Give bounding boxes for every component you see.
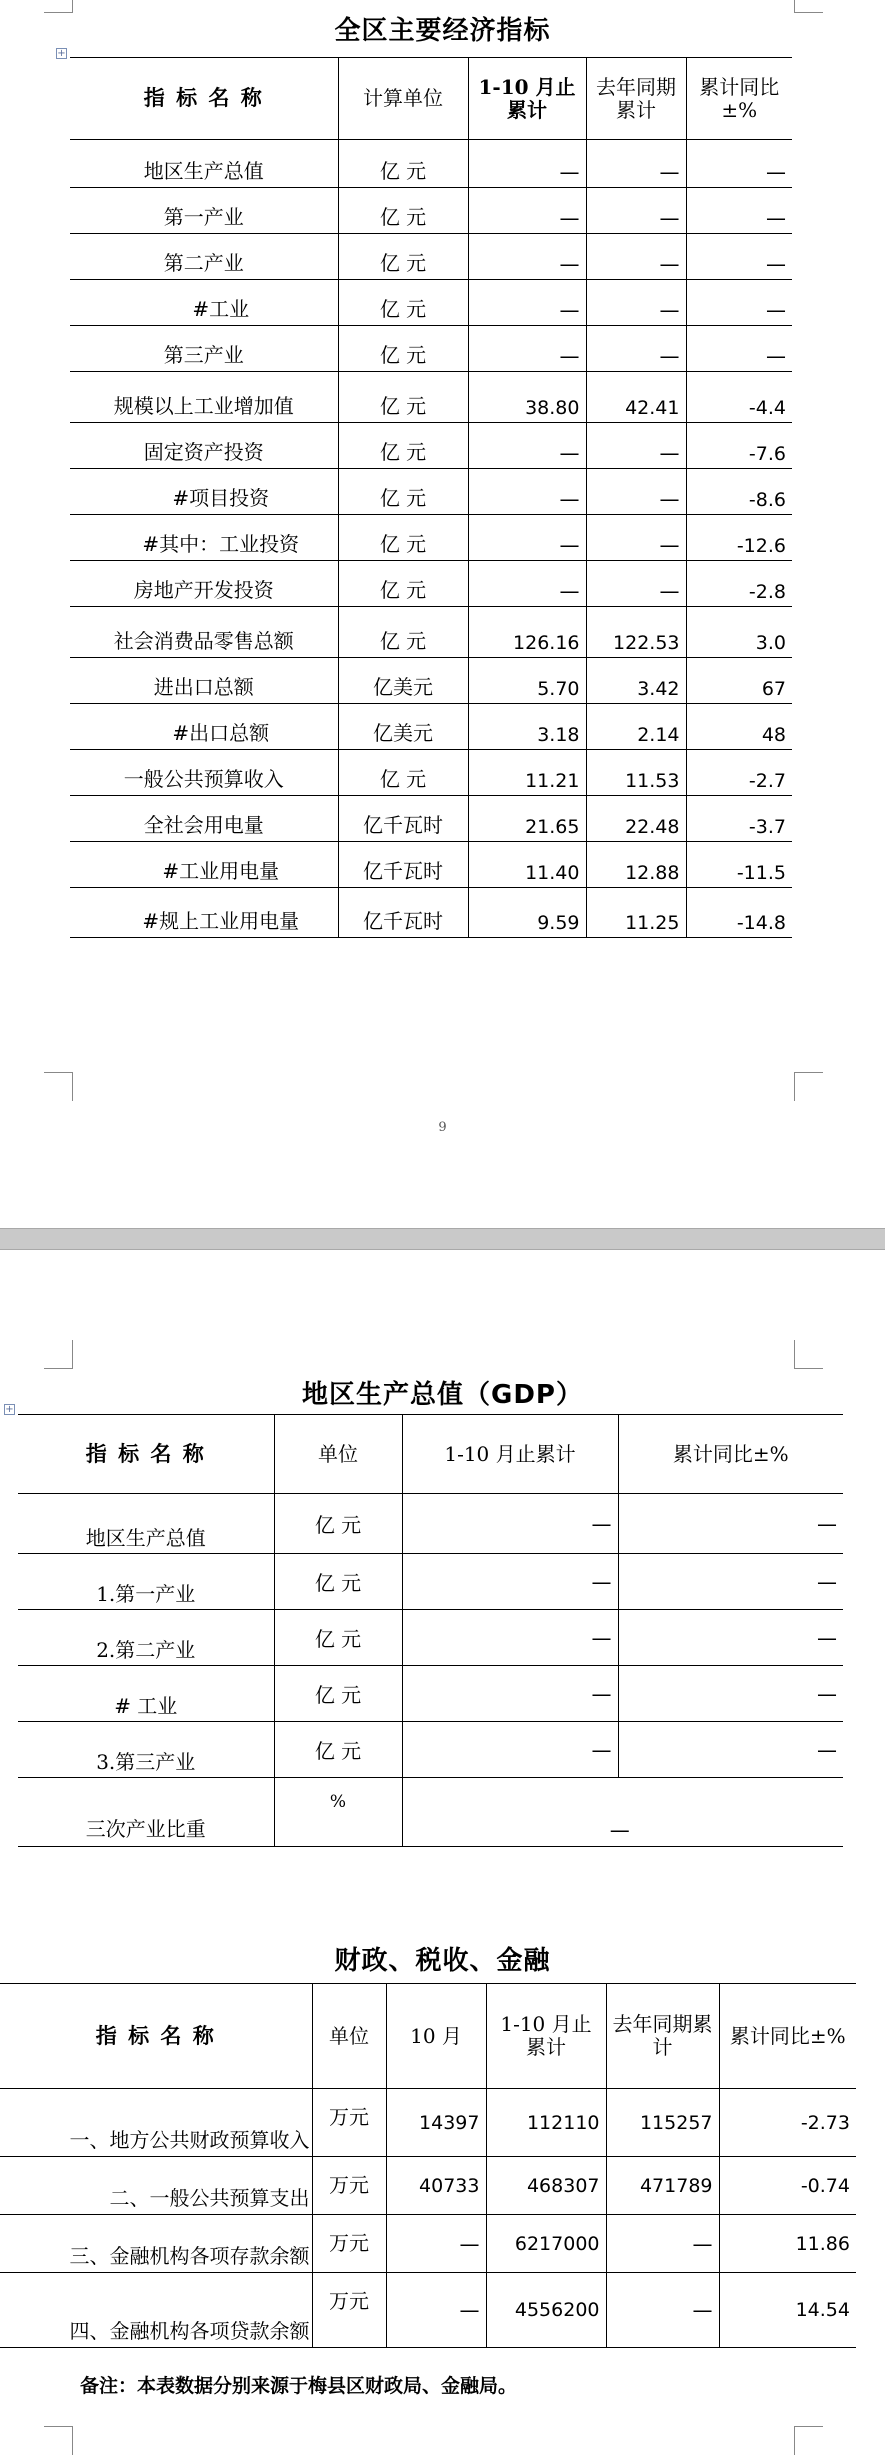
indicator-unit: 亿千瓦时 bbox=[338, 888, 468, 938]
cumulative-value: 112110 bbox=[486, 2089, 606, 2157]
table-row bbox=[0, 2089, 856, 2157]
yoy-value: — bbox=[686, 326, 792, 372]
yoy-value: -2.73 bbox=[719, 2089, 856, 2157]
table-move-handle-icon[interactable]: + bbox=[5, 1404, 14, 1415]
indicator-unit: 亿 元 bbox=[338, 561, 468, 607]
yoy-value: — bbox=[686, 188, 792, 234]
prev-year-value: 22.48 bbox=[586, 796, 686, 842]
finance-title: 财政、税收、金融 bbox=[334, 1946, 551, 1976]
cumulative-value: — bbox=[402, 1494, 618, 1554]
cumulative-value: 126.16 bbox=[468, 607, 586, 658]
page-corner-mark bbox=[44, 1072, 73, 1101]
prev-year-value: — bbox=[586, 423, 686, 469]
ratio-row-name: 三次产业比重 bbox=[18, 1778, 274, 1847]
indicator-name: 地区生产总值 bbox=[18, 1494, 274, 1554]
yoy-value: 11.86 bbox=[719, 2215, 856, 2273]
table-row bbox=[70, 140, 792, 188]
yoy-value: -14.8 bbox=[686, 888, 792, 938]
yoy-value: 14.54 bbox=[719, 2273, 856, 2348]
table-row bbox=[18, 1722, 843, 1778]
yoy-value: 48 bbox=[686, 704, 792, 750]
indicator-name: 一般公共预算收入 bbox=[70, 750, 338, 796]
header-yoy: 累计同比±% bbox=[686, 58, 792, 140]
indicator-unit: 亿 元 bbox=[338, 234, 468, 280]
indicator-unit: 万元 bbox=[312, 2089, 386, 2157]
header-indicator-name: 指 标 名 称 bbox=[70, 58, 338, 140]
table-row bbox=[70, 842, 792, 888]
indicator-name: 规模以上工业增加值 bbox=[70, 372, 338, 423]
yoy-value: — bbox=[618, 1666, 843, 1722]
indicator-unit: 亿 元 bbox=[274, 1666, 402, 1722]
cumulative-value: 468307 bbox=[486, 2157, 606, 2215]
prev-year-value: — bbox=[606, 2215, 719, 2273]
prev-year-value: 115257 bbox=[606, 2089, 719, 2157]
prev-year-value: 11.53 bbox=[586, 750, 686, 796]
indicator-name: #工业用电量 bbox=[70, 842, 338, 888]
table-row bbox=[70, 658, 792, 704]
indicator-name: #项目投资 bbox=[70, 469, 338, 515]
cumulative-value: 3.18 bbox=[468, 704, 586, 750]
page-corner-mark bbox=[44, 2426, 73, 2455]
yoy-value: — bbox=[686, 140, 792, 188]
prev-year-value: 122.53 bbox=[586, 607, 686, 658]
indicator-unit: 亿 元 bbox=[338, 188, 468, 234]
yoy-value: 67 bbox=[686, 658, 792, 704]
cumulative-value: — bbox=[468, 561, 586, 607]
indicator-unit: 亿 元 bbox=[274, 1722, 402, 1778]
yoy-value: — bbox=[618, 1554, 843, 1610]
page-number: 9 bbox=[438, 1120, 447, 1135]
table-row bbox=[0, 2273, 856, 2348]
yoy-value: -2.8 bbox=[686, 561, 792, 607]
prev-year-value: — bbox=[586, 188, 686, 234]
yoy-value: -3.7 bbox=[686, 796, 792, 842]
header-cumulative: 1-10 月止累计 bbox=[468, 58, 586, 140]
header-yoy: 累计同比±% bbox=[719, 1984, 856, 2089]
indicator-name: #规上工业用电量 bbox=[70, 888, 338, 938]
cumulative-value: — bbox=[468, 188, 586, 234]
yoy-value: -11.5 bbox=[686, 842, 792, 888]
indicator-unit: 亿 元 bbox=[338, 140, 468, 188]
document-page-2 bbox=[0, 1250, 885, 2454]
prev-year-value: — bbox=[586, 326, 686, 372]
indicator-unit: 亿 元 bbox=[338, 372, 468, 423]
yoy-value: -7.6 bbox=[686, 423, 792, 469]
cumulative-value: 5.70 bbox=[468, 658, 586, 704]
cumulative-value: 38.80 bbox=[468, 372, 586, 423]
cumulative-value: — bbox=[468, 423, 586, 469]
prev-year-value: 11.25 bbox=[586, 888, 686, 938]
table-row bbox=[70, 515, 792, 561]
indicator-unit: 亿千瓦时 bbox=[338, 842, 468, 888]
indicator-name: 进出口总额 bbox=[70, 658, 338, 704]
table-row bbox=[70, 326, 792, 372]
page-gap bbox=[0, 1228, 885, 1250]
header-indicator-name: 指 标 名 称 bbox=[18, 1415, 274, 1494]
prev-year-value: — bbox=[586, 140, 686, 188]
cumulative-value: — bbox=[468, 469, 586, 515]
main-indicators-title: 全区主要经济指标 bbox=[334, 16, 551, 46]
table-row bbox=[70, 423, 792, 469]
cumulative-value: — bbox=[468, 140, 586, 188]
cumulative-value: 6217000 bbox=[486, 2215, 606, 2273]
indicator-name: # 工业 bbox=[18, 1666, 274, 1722]
prev-year-value: — bbox=[586, 561, 686, 607]
indicator-unit: 万元 bbox=[312, 2273, 386, 2348]
cumulative-value: 11.40 bbox=[468, 842, 586, 888]
table-row bbox=[70, 750, 792, 796]
indicator-unit: 亿 元 bbox=[338, 750, 468, 796]
header-prev-year: 去年同期累计 bbox=[586, 58, 686, 140]
prev-year-value: — bbox=[586, 515, 686, 561]
header-prev-year: 去年同期累计 bbox=[606, 1984, 719, 2089]
table-move-handle-icon[interactable]: + bbox=[57, 48, 66, 59]
month-value: 40733 bbox=[386, 2157, 486, 2215]
indicator-unit: 亿 元 bbox=[338, 469, 468, 515]
table-row bbox=[18, 1494, 843, 1554]
yoy-value: -12.6 bbox=[686, 515, 792, 561]
table-row bbox=[70, 469, 792, 515]
prev-year-value: 3.42 bbox=[586, 658, 686, 704]
prev-year-value: 12.88 bbox=[586, 842, 686, 888]
yoy-value: — bbox=[618, 1722, 843, 1778]
page-corner-mark bbox=[794, 1340, 823, 1369]
indicator-name: 固定资产投资 bbox=[70, 423, 338, 469]
yoy-value: -8.6 bbox=[686, 469, 792, 515]
indicator-name: 第二产业 bbox=[70, 234, 338, 280]
yoy-value: 3.0 bbox=[686, 607, 792, 658]
indicator-name: 一、地方公共财政预算收入 bbox=[0, 2089, 312, 2157]
table-row bbox=[70, 188, 792, 234]
yoy-value: -0.74 bbox=[719, 2157, 856, 2215]
gdp-table bbox=[18, 1414, 843, 1847]
prev-year-value: 2.14 bbox=[586, 704, 686, 750]
cumulative-value: — bbox=[468, 326, 586, 372]
indicator-name: #工业 bbox=[70, 280, 338, 326]
month-value: 14397 bbox=[386, 2089, 486, 2157]
indicator-unit: 亿 元 bbox=[338, 515, 468, 561]
indicator-name: 3.第三产业 bbox=[18, 1722, 274, 1778]
indicator-name: #其中：工业投资 bbox=[70, 515, 338, 561]
indicator-unit: 亿 元 bbox=[338, 607, 468, 658]
indicator-name: 房地产开发投资 bbox=[70, 561, 338, 607]
indicator-unit: 亿 元 bbox=[274, 1554, 402, 1610]
cumulative-value: — bbox=[402, 1554, 618, 1610]
cumulative-value: — bbox=[468, 280, 586, 326]
header-indicator-name: 指 标 名 称 bbox=[0, 1984, 312, 2089]
yoy-value: — bbox=[618, 1610, 843, 1666]
yoy-value: — bbox=[686, 234, 792, 280]
header-cumulative: 1-10 月止累计 bbox=[486, 1984, 606, 2089]
month-value: — bbox=[386, 2215, 486, 2273]
prev-year-value: 42.41 bbox=[586, 372, 686, 423]
header-unit: 单位 bbox=[312, 1984, 386, 2089]
indicator-unit: 亿美元 bbox=[338, 704, 468, 750]
indicator-unit: 亿 元 bbox=[274, 1610, 402, 1666]
yoy-value: — bbox=[618, 1494, 843, 1554]
indicator-name: 2.第二产业 bbox=[18, 1610, 274, 1666]
indicator-unit: 万元 bbox=[312, 2157, 386, 2215]
indicator-unit: 亿 元 bbox=[338, 423, 468, 469]
table-row bbox=[70, 796, 792, 842]
page-corner-mark bbox=[794, 2426, 823, 2455]
table-row bbox=[70, 888, 792, 938]
table-row bbox=[18, 1610, 843, 1666]
table-row bbox=[70, 234, 792, 280]
indicator-name: 社会消费品零售总额 bbox=[70, 607, 338, 658]
indicator-name: 四、金融机构各项贷款余额 bbox=[0, 2273, 312, 2348]
table-row bbox=[0, 2215, 856, 2273]
yoy-value: — bbox=[686, 280, 792, 326]
indicator-unit: 万元 bbox=[312, 2215, 386, 2273]
indicator-name: 全社会用电量 bbox=[70, 796, 338, 842]
indicator-unit: 亿 元 bbox=[338, 280, 468, 326]
source-note: 备注：本表数据分别来源于梅县区财政局、金融局。 bbox=[80, 2375, 518, 2397]
indicator-name: 1.第一产业 bbox=[18, 1554, 274, 1610]
gdp-title: 地区生产总值（GDP） bbox=[302, 1380, 583, 1410]
cumulative-value: 9.59 bbox=[468, 888, 586, 938]
header-yoy: 累计同比±% bbox=[618, 1415, 843, 1494]
indicator-name: 三、金融机构各项存款余额 bbox=[0, 2215, 312, 2273]
indicator-unit: 亿美元 bbox=[338, 658, 468, 704]
header-month: 10 月 bbox=[386, 1984, 486, 2089]
page-corner-mark bbox=[794, 1072, 823, 1101]
table-row bbox=[0, 2157, 856, 2215]
yoy-value: -4.4 bbox=[686, 372, 792, 423]
indicator-unit: 亿千瓦时 bbox=[338, 796, 468, 842]
indicator-unit: 亿 元 bbox=[274, 1494, 402, 1554]
prev-year-value: 471789 bbox=[606, 2157, 719, 2215]
table-row bbox=[70, 280, 792, 326]
indicator-name: 地区生产总值 bbox=[70, 140, 338, 188]
cumulative-value: 4556200 bbox=[486, 2273, 606, 2348]
cumulative-value: 21.65 bbox=[468, 796, 586, 842]
table-row bbox=[70, 704, 792, 750]
cumulative-value: — bbox=[468, 515, 586, 561]
cumulative-value: — bbox=[402, 1610, 618, 1666]
cumulative-value: — bbox=[402, 1722, 618, 1778]
indicator-name: 二、一般公共预算支出 bbox=[0, 2157, 312, 2215]
cumulative-value: — bbox=[402, 1666, 618, 1722]
cumulative-value: — bbox=[468, 234, 586, 280]
indicator-name: #出口总额 bbox=[70, 704, 338, 750]
finance-table bbox=[0, 1983, 856, 2348]
prev-year-value: — bbox=[606, 2273, 719, 2348]
page-corner-mark bbox=[44, 1340, 73, 1369]
cumulative-value: 11.21 bbox=[468, 750, 586, 796]
main-indicators-table bbox=[70, 57, 792, 938]
indicator-name: 第一产业 bbox=[70, 188, 338, 234]
header-unit: 计算单位 bbox=[338, 58, 468, 140]
indicator-name: 第三产业 bbox=[70, 326, 338, 372]
table-row bbox=[18, 1666, 843, 1722]
prev-year-value: — bbox=[586, 280, 686, 326]
table-row bbox=[70, 607, 792, 658]
ratio-row-value: — bbox=[402, 1778, 843, 1847]
prev-year-value: — bbox=[586, 469, 686, 515]
yoy-value: -2.7 bbox=[686, 750, 792, 796]
month-value: — bbox=[386, 2273, 486, 2348]
table-row bbox=[70, 372, 792, 423]
prev-year-value: — bbox=[586, 234, 686, 280]
indicator-unit: 亿 元 bbox=[338, 326, 468, 372]
header-cumulative: 1-10 月止累计 bbox=[402, 1415, 618, 1494]
table-row bbox=[18, 1554, 843, 1610]
ratio-row-unit: % bbox=[274, 1778, 402, 1847]
header-unit: 单位 bbox=[274, 1415, 402, 1494]
table-row bbox=[70, 561, 792, 607]
